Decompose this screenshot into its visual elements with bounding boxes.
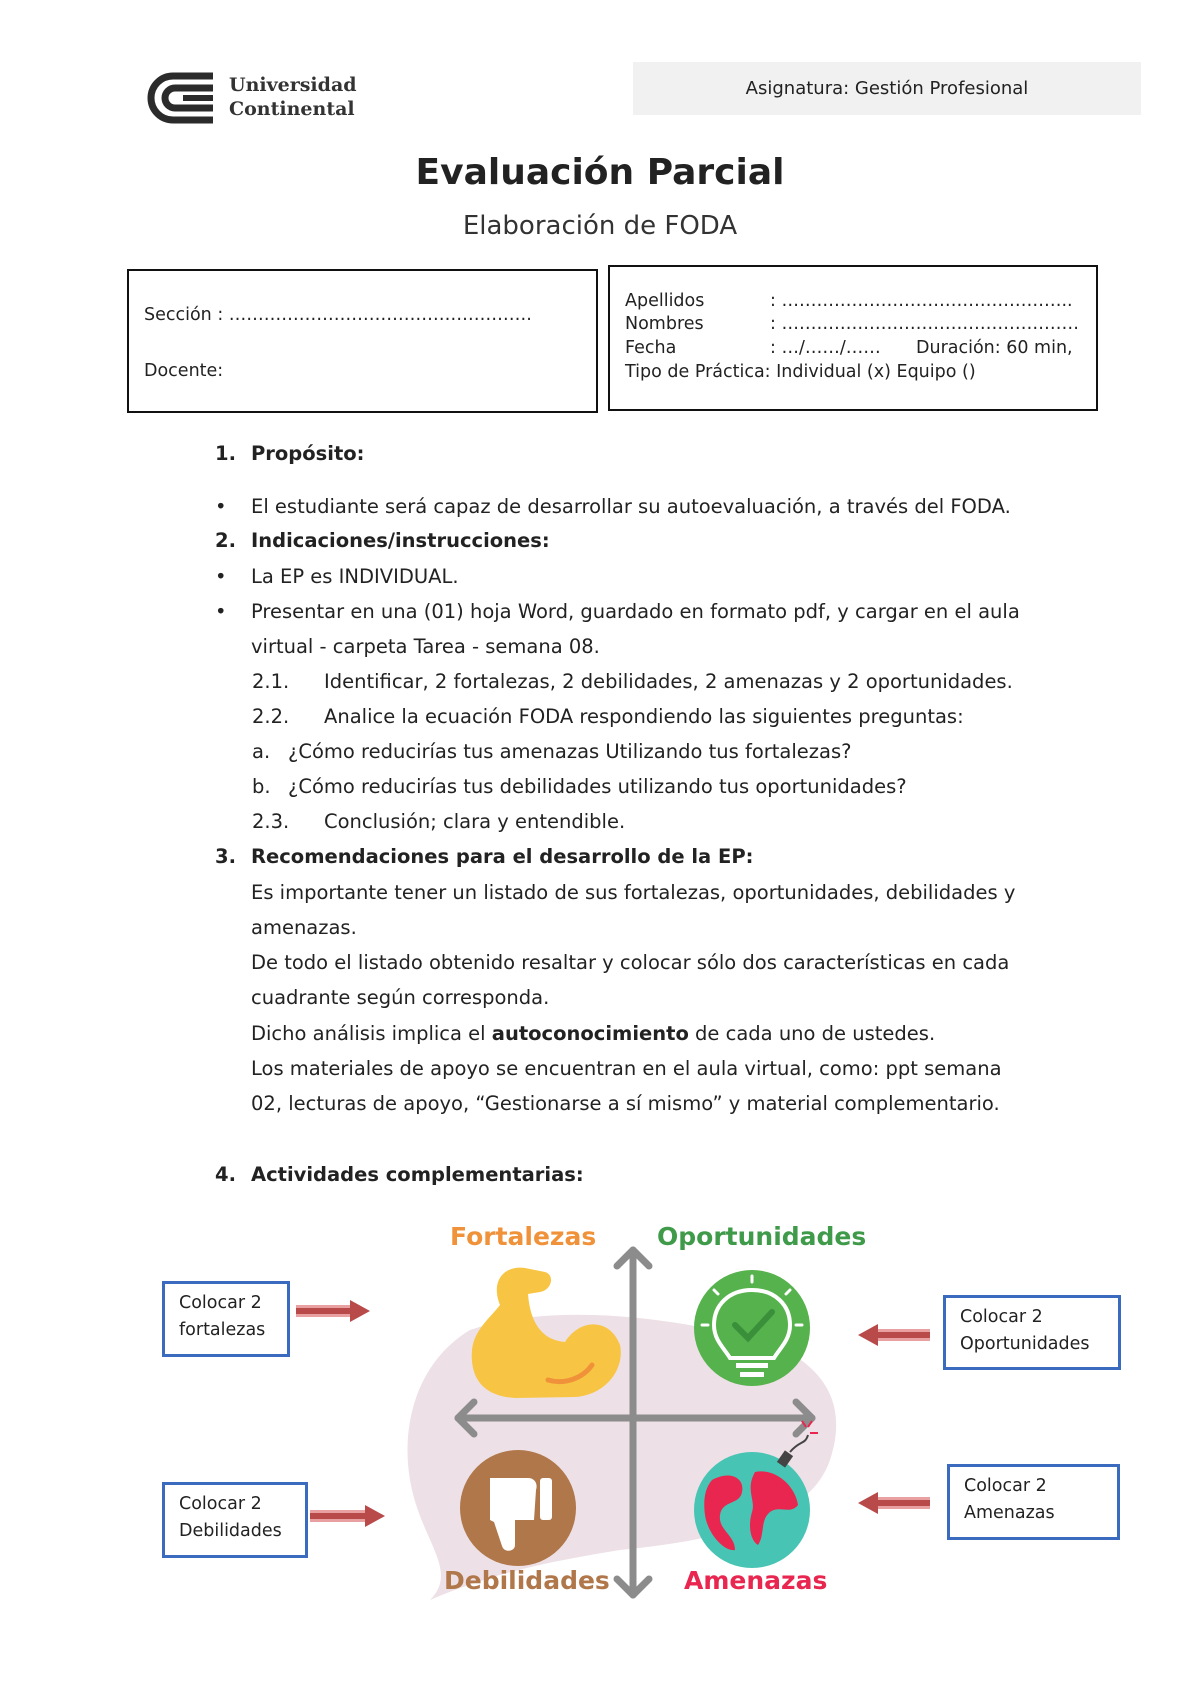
s1-bullet: El estudiante será capaz de desarrollar su autoevaluación, a través del FODA. xyxy=(251,495,1011,518)
nombres-label: Nombres xyxy=(625,314,704,334)
callout-debilidades-line1: Colocar 2 xyxy=(179,1494,262,1514)
subject-text: Asignatura: Gestión Profesional xyxy=(745,78,1029,99)
apellidos-field[interactable]: : ………………………………………….. xyxy=(770,291,1073,311)
s2-3-text: Conclusión; clara y entendible. xyxy=(324,810,626,833)
callout-fortalezas xyxy=(162,1281,290,1357)
label-fortalezas: Fortalezas xyxy=(450,1222,597,1251)
s3-p1-line2: amenazas. xyxy=(251,916,357,939)
callout-amenazas-line1: Colocar 2 xyxy=(964,1476,1047,1496)
duracion-text: Duración: 60 min, xyxy=(916,338,1073,358)
s3-heading: Recomendaciones para el desarrollo de la EP: xyxy=(251,845,754,868)
nombres-field[interactable]: : …………………………………………… xyxy=(770,314,1079,334)
s3-p1-line1: Es importante tener un listado de sus fortalezas, oportunidades, debilidades y xyxy=(251,881,1016,904)
callout-debilidades xyxy=(162,1482,308,1558)
logo-line1: Universidad xyxy=(229,74,357,96)
logo-line2: Continental xyxy=(229,98,355,120)
label-debilidades: Debilidades xyxy=(444,1566,610,1595)
s2-3-number: 2.3. xyxy=(252,810,290,833)
s2-1-number: 2.1. xyxy=(252,670,290,693)
callout-debilidades-line2: Debilidades xyxy=(179,1521,282,1541)
s2-bullet1: La EP es INDIVIDUAL. xyxy=(251,565,459,588)
apellidos-label: Apellidos xyxy=(625,291,705,311)
callout-amenazas xyxy=(947,1464,1120,1540)
s2-a-text: ¿Cómo reducirías tus amenazas Utilizando tus fortalezas? xyxy=(288,740,852,763)
s2-bullet2-line2: virtual - carpeta Tarea - semana 08. xyxy=(251,635,600,658)
s3-p4-line1: Los materiales de apoyo se encuentran en el aula virtual, como: ppt semana xyxy=(251,1057,1002,1080)
s4-heading: Actividades complementarias: xyxy=(251,1163,584,1186)
s1-heading: Propósito: xyxy=(251,442,365,465)
s2-1-text: Identificar, 2 fortalezas, 2 debilidades, 2 amenazas y 2 oportunidades. xyxy=(324,670,1013,693)
lightbulb-icon xyxy=(694,1270,810,1386)
callout-fortalezas-line1: Colocar 2 xyxy=(179,1293,262,1313)
bullet-icon: • xyxy=(215,495,227,518)
callout-oportunidades-line1: Colocar 2 xyxy=(960,1307,1043,1327)
bullet-icon: • xyxy=(215,600,227,623)
thumbs-down-icon xyxy=(460,1450,576,1566)
callout-fortalezas-line2: fortalezas xyxy=(179,1320,266,1340)
arrow-right-icon xyxy=(296,1300,370,1322)
label-oportunidades: Oportunidades xyxy=(657,1222,867,1251)
s3-p3-pre: Dicho análisis implica el xyxy=(251,1022,492,1045)
callout-amenazas-line2: Amenazas xyxy=(964,1503,1055,1523)
s2-2-text: Analice la ecuación FODA respondiendo las siguientes preguntas: xyxy=(324,705,964,728)
callout-oportunidades-line2: Oportunidades xyxy=(960,1334,1090,1354)
s3-number: 3. xyxy=(215,845,236,868)
bullet-icon: • xyxy=(215,565,227,588)
s3-p3-post: de cada uno de ustedes. xyxy=(688,1022,936,1045)
page-title: Evaluación Parcial xyxy=(415,152,785,193)
fecha-label: Fecha xyxy=(625,338,677,358)
seccion-field[interactable]: Sección : ……………………………………………. xyxy=(144,305,532,325)
s2-a-number: a. xyxy=(252,740,271,763)
s3-p3-bold: autoconocimiento xyxy=(491,1022,689,1045)
s4-number: 4. xyxy=(215,1163,236,1186)
s2-2-number: 2.2. xyxy=(252,705,290,728)
arrow-left-icon xyxy=(858,1492,930,1514)
s2-number: 2. xyxy=(215,529,236,552)
tipo-practica: Tipo de Práctica: Individual (x) Equipo () xyxy=(625,362,976,382)
label-amenazas: Amenazas xyxy=(684,1566,828,1595)
s3-p4-line2: 02, lecturas de apoyo, “Gestionarse a sí mismo” y material complementario. xyxy=(251,1092,1000,1115)
s2-b-text: ¿Cómo reducirías tus debilidades utilizando tus oportunidades? xyxy=(288,775,907,798)
s1-number: 1. xyxy=(215,442,236,465)
s3-p2-line2: cuadrante según corresponda. xyxy=(251,986,550,1009)
docente-field[interactable]: Docente: xyxy=(144,361,224,381)
s2-heading: Indicaciones/instrucciones: xyxy=(251,529,550,552)
s2-bullet2-line1: Presentar en una (01) hoja Word, guardado en formato pdf, y cargar en el aula xyxy=(251,600,1020,623)
arrow-left-icon xyxy=(858,1324,930,1346)
page-subtitle: Elaboración de FODA xyxy=(462,211,738,241)
s3-p2-line1: De todo el listado obtenido resaltar y colocar sólo dos características en cada xyxy=(251,951,1010,974)
callout-oportunidades xyxy=(943,1295,1121,1370)
arrow-right-icon xyxy=(310,1505,385,1527)
fecha-field[interactable]: : …/……/…… xyxy=(770,338,881,358)
s2-b-number: b. xyxy=(252,775,271,798)
